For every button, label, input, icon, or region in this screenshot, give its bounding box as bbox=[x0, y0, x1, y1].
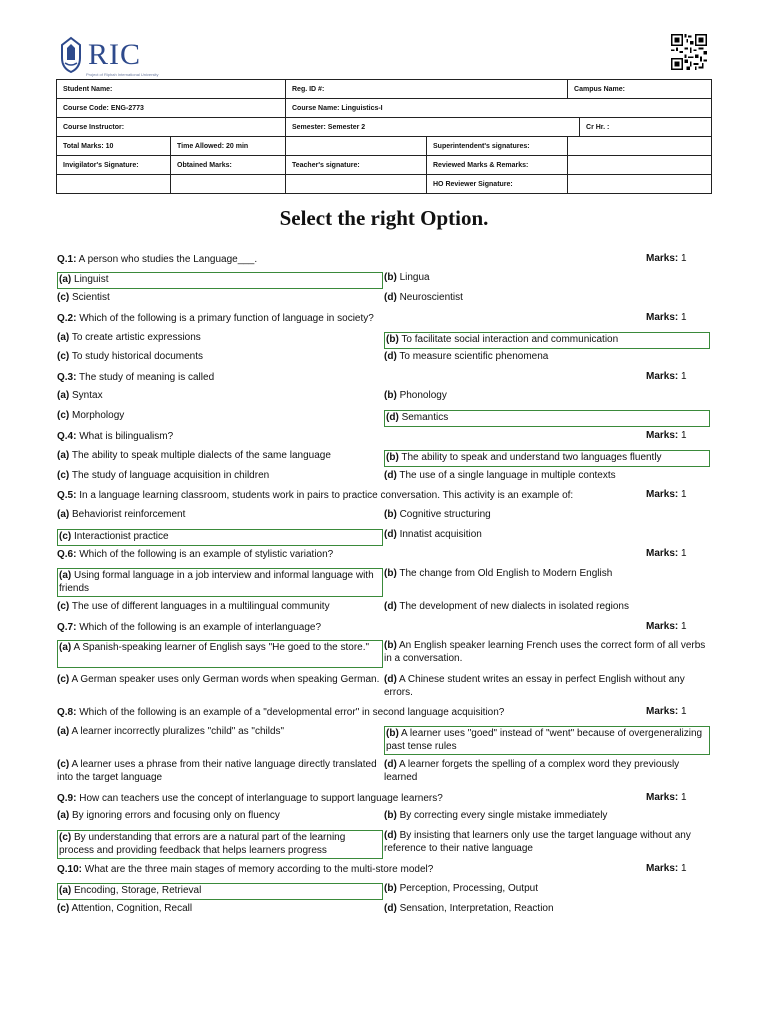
option-label: (a) bbox=[59, 885, 72, 896]
option-label: (c) bbox=[57, 410, 70, 421]
option-label: (a) bbox=[57, 390, 70, 401]
option-label: (b) bbox=[386, 334, 399, 345]
option-label: (d) bbox=[386, 412, 399, 423]
option-label: (a) bbox=[57, 450, 70, 461]
option-label: (a) bbox=[57, 810, 70, 821]
student-name-cell: Student Name: bbox=[57, 80, 286, 99]
option-b[interactable] bbox=[384, 450, 710, 467]
question-number: Q.7: bbox=[57, 622, 77, 633]
question-stem: Which of the following is a primary function of language in society? bbox=[76, 313, 374, 324]
question-text bbox=[57, 706, 637, 719]
option-a[interactable] bbox=[57, 332, 383, 345]
crest-icon bbox=[58, 36, 84, 74]
option-text: Perception, Processing, Output bbox=[399, 883, 538, 894]
option-text: Using formal language in a job interview and informal language with friends bbox=[59, 570, 374, 594]
option-text: By correcting every single mistake immediately bbox=[399, 810, 608, 821]
marks-value: 1 bbox=[681, 489, 687, 500]
option-c[interactable] bbox=[57, 830, 383, 859]
option-c[interactable] bbox=[57, 601, 383, 614]
page-title: Select the right Option. bbox=[279, 206, 489, 230]
option-b[interactable] bbox=[384, 332, 710, 349]
option-a[interactable] bbox=[57, 450, 383, 463]
question-text bbox=[57, 863, 637, 876]
question-text bbox=[57, 312, 637, 325]
marks-label: Marks: bbox=[646, 253, 679, 264]
question-number: Q.5: bbox=[57, 490, 77, 501]
option-d[interactable] bbox=[384, 601, 710, 614]
option-text: A learner incorrectly pluralizes "child" as "childs" bbox=[71, 726, 285, 737]
option-label: (c) bbox=[57, 351, 70, 362]
option-c[interactable] bbox=[57, 529, 383, 546]
question-stem: What are the three main stages of memory according to the multi-store model? bbox=[82, 864, 434, 875]
option-text: To facilitate social interaction and communication bbox=[401, 334, 619, 345]
option-text: The change from Old English to Modern English bbox=[399, 568, 613, 579]
reviewed-value-cell bbox=[568, 156, 712, 175]
question-marks bbox=[646, 621, 687, 632]
option-text: To measure scientific phenomena bbox=[399, 351, 549, 362]
option-text: Syntax bbox=[72, 390, 103, 401]
question-number: Q.1: bbox=[57, 254, 77, 265]
option-text: To study historical documents bbox=[71, 351, 204, 362]
option-text: The development of new dialects in isolated regions bbox=[399, 601, 629, 612]
cr-hr-cell: Cr Hr. : bbox=[580, 118, 712, 137]
question-number: Q.9: bbox=[57, 793, 77, 804]
option-text: The ability to speak multiple dialects of the same language bbox=[71, 450, 331, 461]
question-stem: In a language learning classroom, students work in pairs to practice conversation. This activity is an example of: bbox=[76, 490, 574, 501]
option-label: (d) bbox=[384, 529, 397, 540]
option-label: (c) bbox=[59, 832, 72, 843]
question-number: Q.8: bbox=[57, 707, 77, 718]
question-stem: Which of the following is an example of a "developmental error" in second language acquisition? bbox=[76, 707, 505, 718]
option-text: The use of a single language in multiple contexts bbox=[399, 470, 616, 481]
blank-cell bbox=[57, 175, 171, 194]
option-text: By insisting that learners only use the target language without any reference to their native language bbox=[384, 830, 691, 854]
option-d[interactable] bbox=[384, 903, 710, 916]
teacher-signature-cell: Teacher's signature: bbox=[286, 156, 427, 175]
option-a[interactable] bbox=[57, 509, 383, 522]
course-instructor-cell: Course Instructor: bbox=[57, 118, 286, 137]
reviewed-marks-cell: Reviewed Marks & Remarks: bbox=[427, 156, 568, 175]
option-label: (d) bbox=[384, 903, 397, 914]
option-label: (a) bbox=[59, 570, 72, 581]
option-b[interactable] bbox=[384, 640, 710, 668]
question-marks bbox=[646, 371, 687, 382]
option-b[interactable] bbox=[384, 568, 710, 596]
option-b[interactable] bbox=[384, 390, 710, 403]
option-label: (a) bbox=[57, 332, 70, 343]
option-text: A Spanish-speaking learner of English says "He goed to the store." bbox=[73, 642, 370, 653]
blank-cell bbox=[286, 137, 427, 156]
option-label: (a) bbox=[57, 726, 70, 737]
question-text bbox=[57, 621, 637, 634]
option-label: (d) bbox=[384, 470, 397, 481]
option-d[interactable] bbox=[384, 292, 710, 305]
option-a[interactable] bbox=[57, 272, 383, 289]
option-text: Cognitive structuring bbox=[399, 509, 491, 520]
option-label: (d) bbox=[384, 830, 397, 841]
obtained-marks-cell: Obtained Marks: bbox=[171, 156, 286, 175]
option-label: (c) bbox=[57, 903, 70, 914]
marks-value: 1 bbox=[681, 253, 687, 264]
qr-code-icon bbox=[671, 34, 707, 70]
option-b[interactable] bbox=[384, 726, 710, 755]
option-text: Innatist acquisition bbox=[399, 529, 482, 540]
option-c[interactable] bbox=[57, 410, 383, 423]
option-label: (b) bbox=[384, 883, 397, 894]
option-a[interactable] bbox=[57, 810, 383, 823]
question-stem: How can teachers use the concept of interlanguage to support language learners? bbox=[76, 793, 443, 804]
option-label: (d) bbox=[384, 759, 397, 770]
option-text: A Chinese student writes an essay in perfect English without any errors. bbox=[384, 674, 685, 698]
question-text bbox=[57, 792, 637, 805]
option-d[interactable] bbox=[384, 410, 710, 427]
option-d[interactable] bbox=[384, 674, 710, 702]
option-label: (c) bbox=[57, 470, 70, 481]
option-text: Phonology bbox=[399, 390, 447, 401]
option-label: (c) bbox=[57, 674, 70, 685]
superintendent-cell: Superintendent's signatures: bbox=[427, 137, 568, 156]
option-a[interactable] bbox=[57, 726, 383, 754]
question-number: Q.4: bbox=[57, 431, 77, 442]
option-text: By ignoring errors and focusing only on fluency bbox=[72, 810, 280, 821]
question-marks bbox=[646, 253, 687, 264]
option-label: (c) bbox=[57, 292, 70, 303]
option-label: (d) bbox=[384, 601, 397, 612]
option-a[interactable] bbox=[57, 568, 383, 597]
option-text: Sensation, Interpretation, Reaction bbox=[399, 903, 554, 914]
option-label: (a) bbox=[59, 642, 72, 653]
question-text bbox=[57, 371, 637, 384]
question-marks bbox=[646, 312, 687, 323]
marks-value: 1 bbox=[681, 430, 687, 441]
option-c[interactable] bbox=[57, 351, 383, 364]
marks-label: Marks: bbox=[646, 548, 679, 559]
option-c[interactable] bbox=[57, 903, 383, 916]
option-text: Encoding, Storage, Retrieval bbox=[74, 885, 202, 896]
option-text: The use of different languages in a multilingual community bbox=[71, 601, 330, 612]
option-text: Attention, Cognition, Recall bbox=[71, 903, 193, 914]
marks-value: 1 bbox=[681, 706, 687, 717]
question-number: Q.6: bbox=[57, 549, 77, 560]
marks-label: Marks: bbox=[646, 621, 679, 632]
question-stem: Which of the following is an example of interlanguage? bbox=[76, 622, 322, 633]
blank-cell bbox=[286, 175, 427, 194]
question-number: Q.2: bbox=[57, 313, 77, 324]
invigilator-cell: Invigilator's Signature: bbox=[57, 156, 171, 175]
option-text: A learner uses a phrase from their native language directly translated into the target language bbox=[57, 759, 377, 783]
campus-name-cell: Campus Name: bbox=[568, 80, 712, 99]
course-name-cell: Course Name: Linguistics-I bbox=[286, 99, 712, 118]
option-label: (c) bbox=[57, 759, 70, 770]
option-text: Lingua bbox=[399, 272, 430, 283]
option-text: Semantics bbox=[401, 412, 449, 423]
question-text bbox=[57, 430, 637, 443]
option-c[interactable] bbox=[57, 470, 383, 483]
option-label: (a) bbox=[57, 509, 70, 520]
semester-cell: Semester: Semester 2 bbox=[286, 118, 580, 137]
course-code-cell: Course Code: ENG-2773 bbox=[57, 99, 286, 118]
question-marks bbox=[646, 863, 687, 874]
option-a[interactable] bbox=[57, 883, 383, 900]
option-text: The study of language acquisition in children bbox=[71, 470, 270, 481]
option-label: (c) bbox=[59, 531, 72, 542]
marks-label: Marks: bbox=[646, 792, 679, 803]
total-marks-cell: Total Marks: 10 bbox=[57, 137, 171, 156]
option-label: (b) bbox=[384, 509, 397, 520]
option-label: (b) bbox=[384, 810, 397, 821]
question-stem: Which of the following is an example of stylistic variation? bbox=[76, 549, 334, 560]
option-text: Scientist bbox=[72, 292, 110, 303]
question-stem: A person who studies the Language___. bbox=[76, 254, 258, 265]
time-allowed-cell: Time Allowed: 20 min bbox=[171, 137, 286, 156]
marks-label: Marks: bbox=[646, 312, 679, 323]
marks-value: 1 bbox=[681, 371, 687, 382]
question-stem: The study of meaning is called bbox=[76, 372, 215, 383]
option-d[interactable] bbox=[384, 759, 710, 787]
institution-logo bbox=[58, 34, 159, 77]
option-label: (b) bbox=[386, 452, 399, 463]
question-marks bbox=[646, 706, 687, 717]
option-text: An English speaker learning French uses the correct form of all verbs in a conversation. bbox=[384, 640, 706, 664]
superintendent-sign-cell bbox=[568, 137, 712, 156]
question-number: Q.3: bbox=[57, 372, 77, 383]
exam-info-table bbox=[56, 79, 712, 194]
marks-label: Marks: bbox=[646, 863, 679, 874]
marks-value: 1 bbox=[681, 312, 687, 323]
question-text bbox=[57, 548, 637, 561]
option-text: By understanding that errors are a natural part of the learning process and providing feedback that helps learners progress bbox=[59, 832, 346, 856]
marks-label: Marks: bbox=[646, 371, 679, 382]
option-label: (b) bbox=[384, 640, 397, 651]
logo-text: RIC bbox=[88, 38, 142, 71]
option-d[interactable] bbox=[384, 529, 710, 542]
marks-value: 1 bbox=[681, 792, 687, 803]
option-label: (d) bbox=[384, 674, 397, 685]
option-text: To create artistic expressions bbox=[71, 332, 201, 343]
marks-label: Marks: bbox=[646, 489, 679, 500]
option-text: Interactionist practice bbox=[74, 531, 169, 542]
ho-reviewer-sign-cell bbox=[568, 175, 712, 194]
option-b[interactable] bbox=[384, 883, 710, 896]
option-text: A German speaker uses only German words when speaking German. bbox=[71, 674, 380, 685]
option-label: (c) bbox=[57, 601, 70, 612]
option-text: Neuroscientist bbox=[399, 292, 463, 303]
marks-label: Marks: bbox=[646, 706, 679, 717]
option-label: (a) bbox=[59, 274, 72, 285]
option-b[interactable] bbox=[384, 810, 710, 823]
option-c[interactable] bbox=[57, 674, 383, 702]
option-text: A learner forgets the spelling of a complex word they previously learned bbox=[384, 759, 680, 783]
option-d[interactable] bbox=[384, 830, 710, 858]
blank-cell bbox=[171, 175, 286, 194]
marks-label: Marks: bbox=[646, 430, 679, 441]
marks-value: 1 bbox=[681, 621, 687, 632]
option-text: The ability to speak and understand two languages fluently bbox=[401, 452, 662, 463]
option-text: Behaviorist reinforcement bbox=[72, 509, 186, 520]
option-label: (b) bbox=[384, 568, 397, 579]
option-label: (b) bbox=[386, 728, 399, 739]
option-text: Morphology bbox=[72, 410, 125, 421]
question-marks bbox=[646, 430, 687, 441]
marks-value: 1 bbox=[681, 548, 687, 559]
option-a[interactable] bbox=[57, 640, 383, 668]
option-d[interactable] bbox=[384, 351, 710, 364]
question-marks bbox=[646, 792, 687, 803]
question-text bbox=[57, 489, 637, 502]
option-a[interactable] bbox=[57, 390, 383, 403]
ho-reviewer-cell: HO Reviewer Signature: bbox=[427, 175, 568, 194]
option-text: A learner uses "goed" instead of "went" because of overgeneralizing past tense rules bbox=[386, 728, 703, 752]
logo-subtitle: Project of Riphah International University bbox=[86, 72, 159, 77]
option-label: (b) bbox=[384, 272, 397, 283]
reg-id-cell: Reg. ID #: bbox=[286, 80, 568, 99]
option-b[interactable] bbox=[384, 272, 710, 285]
option-label: (d) bbox=[384, 351, 397, 362]
option-d[interactable] bbox=[384, 470, 710, 483]
question-marks bbox=[646, 548, 687, 559]
marks-value: 1 bbox=[681, 863, 687, 874]
option-label: (d) bbox=[384, 292, 397, 303]
option-c[interactable] bbox=[57, 292, 383, 305]
option-c[interactable] bbox=[57, 759, 383, 787]
question-text bbox=[57, 253, 637, 266]
option-b[interactable] bbox=[384, 509, 710, 522]
question-marks bbox=[646, 489, 687, 500]
question-stem: What is bilingualism? bbox=[76, 431, 174, 442]
question-number: Q.10: bbox=[57, 864, 83, 875]
option-text: Linguist bbox=[74, 274, 109, 285]
option-label: (b) bbox=[384, 390, 397, 401]
